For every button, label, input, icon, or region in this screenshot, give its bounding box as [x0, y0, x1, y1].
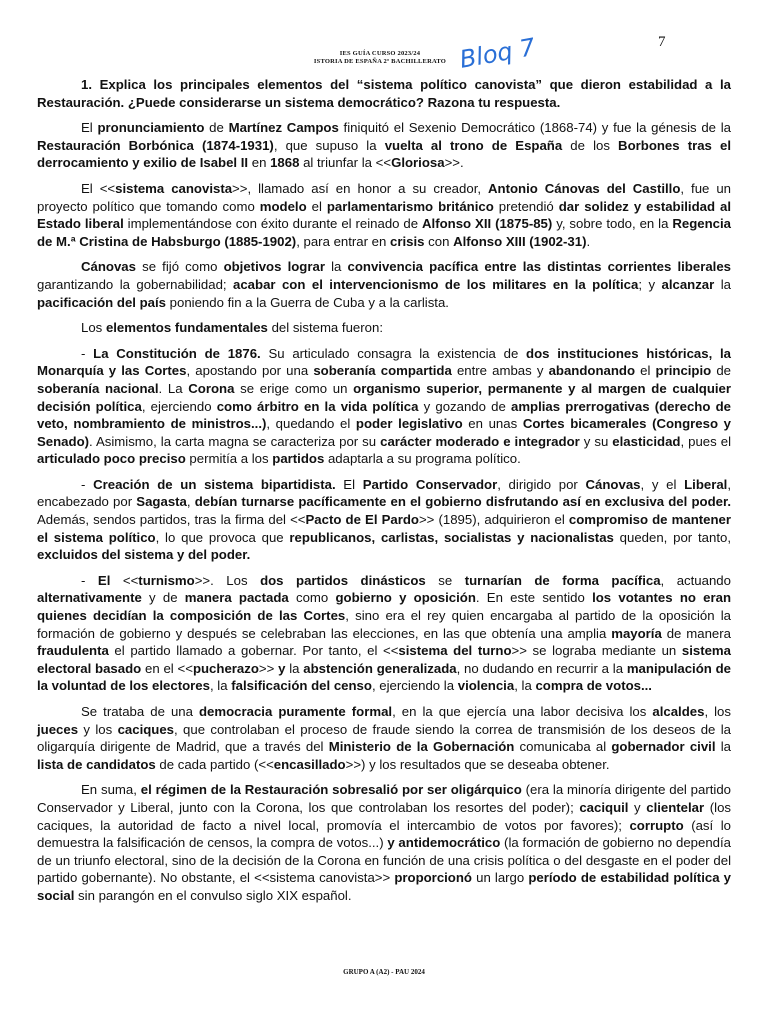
text-run: >>. Los — [194, 572, 261, 588]
bold-text: Corona — [188, 380, 235, 396]
text-run: , ejerciendo — [141, 398, 217, 414]
bold-text: abstención generalizada — [303, 660, 457, 676]
bold-text: Liberal — [684, 476, 728, 492]
text-run: >>. — [444, 155, 464, 171]
bold-text: debían turnarse pacíficamente en el gobierno disfrutando así en exclusiva del poder. — [194, 494, 732, 510]
bold-text: compra de votos... — [535, 678, 652, 694]
text-run: la — [715, 739, 731, 755]
body-paragraph — [37, 319, 731, 337]
text-run: y — [628, 799, 647, 815]
bold-text: encasillado — [273, 756, 346, 772]
text-run: como — [288, 590, 336, 606]
header-line-2: ISTORIA DE ESPAÑA 2º BACHILLERATO — [313, 58, 447, 65]
bold-text: Alfonso XII (1875-85) — [422, 216, 553, 232]
text-run: , no dudando en recurrir a la — [456, 660, 627, 676]
bold-text: Regencia de M.ª Cristina de Habsburgo (1885-1902) — [37, 216, 732, 249]
text-run: con — [424, 233, 454, 249]
text-run: en el << — [141, 660, 193, 676]
text-run: de — [711, 363, 732, 379]
text-run: Su articulado consagra la existencia de — [260, 345, 527, 361]
bold-text: y — [278, 660, 286, 676]
text-run: la — [324, 259, 348, 275]
bold-text: articulado poco preciso — [37, 451, 186, 467]
text-run: de manera — [661, 625, 731, 641]
text-run: , dirigido por — [497, 476, 586, 492]
text-run: , para entrar en — [296, 233, 391, 249]
bold-text: y antidemocrático — [387, 835, 501, 851]
text-run: se fijó como — [135, 259, 224, 275]
text-run: - — [81, 572, 98, 588]
text-run: >> (1895), adquirieron el — [418, 512, 569, 528]
bold-text: principio — [655, 363, 712, 379]
bold-text: excluidos del sistema y del poder. — [37, 547, 251, 563]
bold-text: crisis — [390, 233, 425, 249]
text-run: el partido llamado a gobernar. Por tanto, el << — [108, 643, 399, 659]
bold-text: vuelta al trono de España — [384, 137, 563, 153]
text-run: (así lo demuestra la falsificación de censos, la compra de votos...) — [37, 817, 731, 851]
document-header — [250, 50, 510, 66]
bold-text: manipulación de la voluntad de los electores — [37, 660, 732, 694]
bold-text: Gloriosa — [391, 155, 445, 171]
bold-text: amplias prerrogativas (derecho de veto, nombramiento de ministros...) — [37, 398, 731, 432]
text-run: en unas — [462, 416, 523, 432]
text-run: (los caciques, la autoridad de facto a nivel local, promovía el intercambio de votos por favores); — [37, 799, 731, 833]
bold-text: mayoría — [611, 625, 662, 641]
text-run: la — [285, 660, 304, 676]
bold-text: organismo superior, permanente y al margen de cualquier decisión política — [37, 380, 731, 414]
text-run: >>, llamado así en honor a su creador, — [232, 180, 488, 196]
bold-text: sistema del turno — [398, 643, 512, 659]
bold-text: convivencia pacífica entre las distintas corrientes liberales — [347, 259, 731, 275]
bold-text: democracia puramente formal — [198, 704, 393, 719]
text-run: la — [714, 276, 731, 292]
bold-text: soberanía compartida — [313, 363, 452, 379]
bold-text: sistema electoral basado — [37, 643, 731, 676]
bold-text: pucherazo — [192, 660, 259, 676]
bold-text: alcaldes — [652, 704, 705, 719]
text-run: >>) y los resultados que se deseaba obtener. — [345, 756, 610, 772]
text-run: , actuando — [660, 572, 731, 588]
bold-text: 1868 — [270, 155, 300, 171]
text-run: , quedando el — [266, 416, 356, 432]
bold-text: Cánovas — [585, 476, 641, 492]
body-paragraph — [37, 476, 731, 564]
body-paragraph — [37, 119, 731, 172]
bold-text: como árbitro en la vida política — [216, 398, 419, 414]
text-run: , que controlaban el proceso de fraude siendo la correa de transmisión de los deseos de la oligarquía dirigente de Madrid, que a través del — [37, 721, 731, 755]
bold-text: acabar con el intervencionismo de los militares en la política — [233, 276, 639, 292]
bold-text: Cortes bicamerales (Congreso y Senado) — [37, 416, 731, 449]
bold-text: compromiso de mantener el sistema político — [37, 512, 731, 545]
bold-text: pronunciamiento — [97, 120, 205, 136]
text-run: y su — [579, 433, 613, 449]
text-run: entre ambas y — [451, 363, 549, 379]
bold-text: turnarían de forma pacífica — [464, 572, 661, 588]
body-paragraph — [37, 781, 731, 904]
text-run: finiquitó el Sexenio Democrático (1868-74) y fue la génesis de la — [338, 120, 732, 136]
text-run: << — [110, 572, 139, 588]
bold-text: La Constitución de 1876. — [93, 345, 261, 361]
bold-text: dos instituciones históricas, la Monarquía y las Cortes — [37, 345, 731, 379]
bold-text: El — [97, 572, 111, 588]
text-run: >> se lograba mediante un — [511, 643, 682, 659]
bold-text: republicanos, carlistas, socialistas y nacionalistas — [289, 529, 614, 545]
text-run: , que supuso la — [273, 137, 385, 153]
bold-text: parlamentarismo británico — [326, 198, 494, 214]
bold-text: Antonio Cánovas del Castillo — [488, 180, 681, 196]
text-run: poniendo fin a la Guerra de Cuba y a la carlista. — [166, 294, 449, 310]
bold-text: Partido Conservador — [362, 476, 498, 492]
page-number: 7 — [658, 34, 666, 50]
text-run: . En este sentido — [475, 590, 593, 606]
bold-text: violencia — [457, 678, 515, 694]
bold-text: carácter moderado e integrador — [380, 433, 580, 449]
text-run: Se trataba de una — [81, 704, 199, 719]
page-footer: GRUPO A (A2) - PAU 2024 — [343, 968, 425, 976]
bold-text: alternativamente — [37, 590, 142, 606]
bold-text: turnismo — [138, 572, 195, 588]
text-run: al triunfar la << — [299, 155, 392, 171]
text-run: , la — [514, 678, 536, 694]
bold-text: dos partidos dinásticos — [260, 572, 426, 588]
bold-text: alcanzar — [661, 276, 715, 292]
bold-text: Pacto de El Pardo — [305, 512, 419, 528]
bold-text: soberanía nacional — [37, 380, 159, 396]
text-run: , en la que ejercía una labor decisiva los — [392, 704, 653, 719]
bold-text: partidos — [272, 451, 325, 467]
bold-text: elasticidad — [612, 433, 681, 449]
bold-text: abandonando — [548, 363, 636, 379]
bold-text: gobernador civil — [611, 739, 716, 755]
text-run: , la — [209, 678, 232, 694]
answer-paragraphs — [37, 119, 731, 904]
bold-text: proporcionó — [394, 870, 472, 886]
text-run: y de — [141, 590, 185, 606]
text-run: y, sobre todo, en la — [552, 216, 673, 232]
text-run: El << — [81, 180, 116, 196]
body-paragraph — [37, 703, 731, 773]
text-run: ; y — [638, 276, 662, 292]
bold-text: Ministerio de la Gobernación — [328, 739, 515, 755]
text-run: de los — [562, 137, 619, 153]
bold-text: Creación de un sistema bipartidista. — [93, 476, 336, 492]
bold-text: dar solidez y estabilidad al Estado liberal — [37, 198, 731, 232]
text-run: y los — [78, 721, 118, 737]
text-run: garantizando la gobernabilidad; — [37, 276, 234, 292]
text-run: , lo que provoca que — [155, 529, 290, 545]
bold-text: Restauración Borbónica (1874-1931) — [37, 137, 274, 153]
text-run: sin parangón en el convulso siglo XIX español. — [74, 887, 352, 903]
bold-text: el régimen de la Restauración sobresalió por ser oligárquico — [140, 782, 522, 798]
text-run: En suma, — [81, 782, 141, 798]
text-run: , y el — [640, 476, 685, 492]
bold-text: los votantes no eran quienes decidían la composición de las Cortes — [37, 590, 732, 624]
bold-text: modelo — [259, 198, 307, 214]
text-run: adaptarla a su programa político. — [324, 451, 521, 467]
text-run: comunicaba al — [514, 739, 612, 755]
text-run: , pues el — [680, 433, 731, 449]
bold-text: caciques — [117, 721, 175, 737]
bold-text: sistema canovista — [115, 180, 233, 196]
body-paragraph — [37, 258, 731, 311]
text-run: (la formación de gobierno no dependía de un triunfo electoral, sino de la decisión de la Corona en función de una crisis política o del desgaste en el poder del partido gobernante). No obstante, el <<sistema canovista>> — [37, 835, 731, 886]
text-run: - — [81, 345, 94, 361]
text-run: . — [586, 233, 591, 249]
bold-text: falsificación del censo — [231, 678, 372, 694]
handwritten-note-text: Bloq 7 — [457, 32, 538, 72]
text-run: - — [81, 476, 94, 492]
bold-text: Alfonso XIII (1902-31) — [453, 233, 587, 249]
text-run: El — [335, 476, 363, 492]
text-run: , sino era el rey quien encargaba al partido de la oposición la formación de gobierno y después se celebraban las elecciones, en las que obtenía una amplia — [37, 608, 732, 641]
bold-text: poder legislativo — [355, 416, 463, 432]
text-run: . La — [158, 380, 189, 396]
text-run: El — [81, 120, 98, 136]
bold-text: manera pactada — [184, 590, 289, 606]
text-run: , fue un proyecto político que tomando como — [37, 180, 732, 214]
body-paragraph — [37, 180, 731, 250]
bold-text: jueces — [37, 721, 79, 737]
body-paragraph — [37, 345, 731, 468]
text-run: (era la minoría dirigente del partido Conservador y Liberal, junto con la Corona, los que controlaban los resortes del poder); — [37, 782, 731, 815]
question-heading: 1. Explica los principales elementos del “sistema político canovista” que dieron estabilidad a la Restauración. ¿Puede considerarse un sistema democrático? Razona tu respuesta. — [37, 77, 731, 110]
text-run: en — [248, 155, 271, 171]
text-run: , — [186, 494, 195, 510]
document-body — [37, 76, 731, 913]
bold-text: gobierno y oposición — [335, 590, 476, 606]
text-run: , los — [704, 704, 731, 719]
bold-text: fraudulenta — [37, 643, 109, 659]
bold-text: lista de candidatos — [37, 756, 156, 772]
bold-text: Borbones tras el derrocamiento y exilio de Isabel II — [37, 137, 731, 171]
bold-text: Cánovas — [81, 259, 136, 275]
bold-text: pacificación del país — [37, 294, 166, 310]
text-run: de — [204, 120, 229, 136]
text-run: Los — [81, 320, 106, 336]
text-run: se erige como un — [234, 380, 354, 396]
header-line-1: IES GUÍA CURSO 2023/24 — [339, 50, 421, 57]
text-run: , apostando por una — [186, 363, 314, 379]
bold-text: caciquil — [579, 799, 629, 815]
text-run: pretendió — [493, 198, 559, 214]
bold-text: elementos fundamentales — [105, 320, 268, 336]
text-run: del sistema fueron: — [267, 320, 383, 336]
text-run: >> — [258, 660, 279, 676]
text-run: , encabezado por — [37, 476, 732, 510]
text-run: . Asimismo, la carta magna se caracteriza por su — [89, 433, 381, 449]
text-run: de cada partido (<< — [155, 756, 274, 772]
text-run: un largo — [471, 870, 529, 886]
text-run: y gozando de — [418, 398, 511, 414]
bold-text: Sagasta — [136, 494, 187, 510]
body-paragraph — [37, 572, 731, 695]
bold-text: Martínez Campos — [228, 120, 339, 136]
bold-text: período de estabilidad política y social — [37, 870, 731, 903]
bold-text: clientelar — [646, 799, 705, 815]
text-run: el — [635, 363, 656, 379]
text-run: el — [306, 198, 327, 214]
text-run: permitía a los — [185, 451, 273, 467]
text-run: queden, por tanto, — [613, 529, 731, 545]
text-run: implementándose con éxito durante el reinado de — [123, 216, 423, 232]
bold-text: corrupto — [629, 817, 684, 833]
text-run: , ejerciendo la — [371, 678, 458, 694]
text-run: se — [425, 572, 465, 588]
text-run: Además, sendos partidos, tras la firma del << — [37, 512, 306, 528]
bold-text: objetivos lograr — [223, 259, 325, 275]
